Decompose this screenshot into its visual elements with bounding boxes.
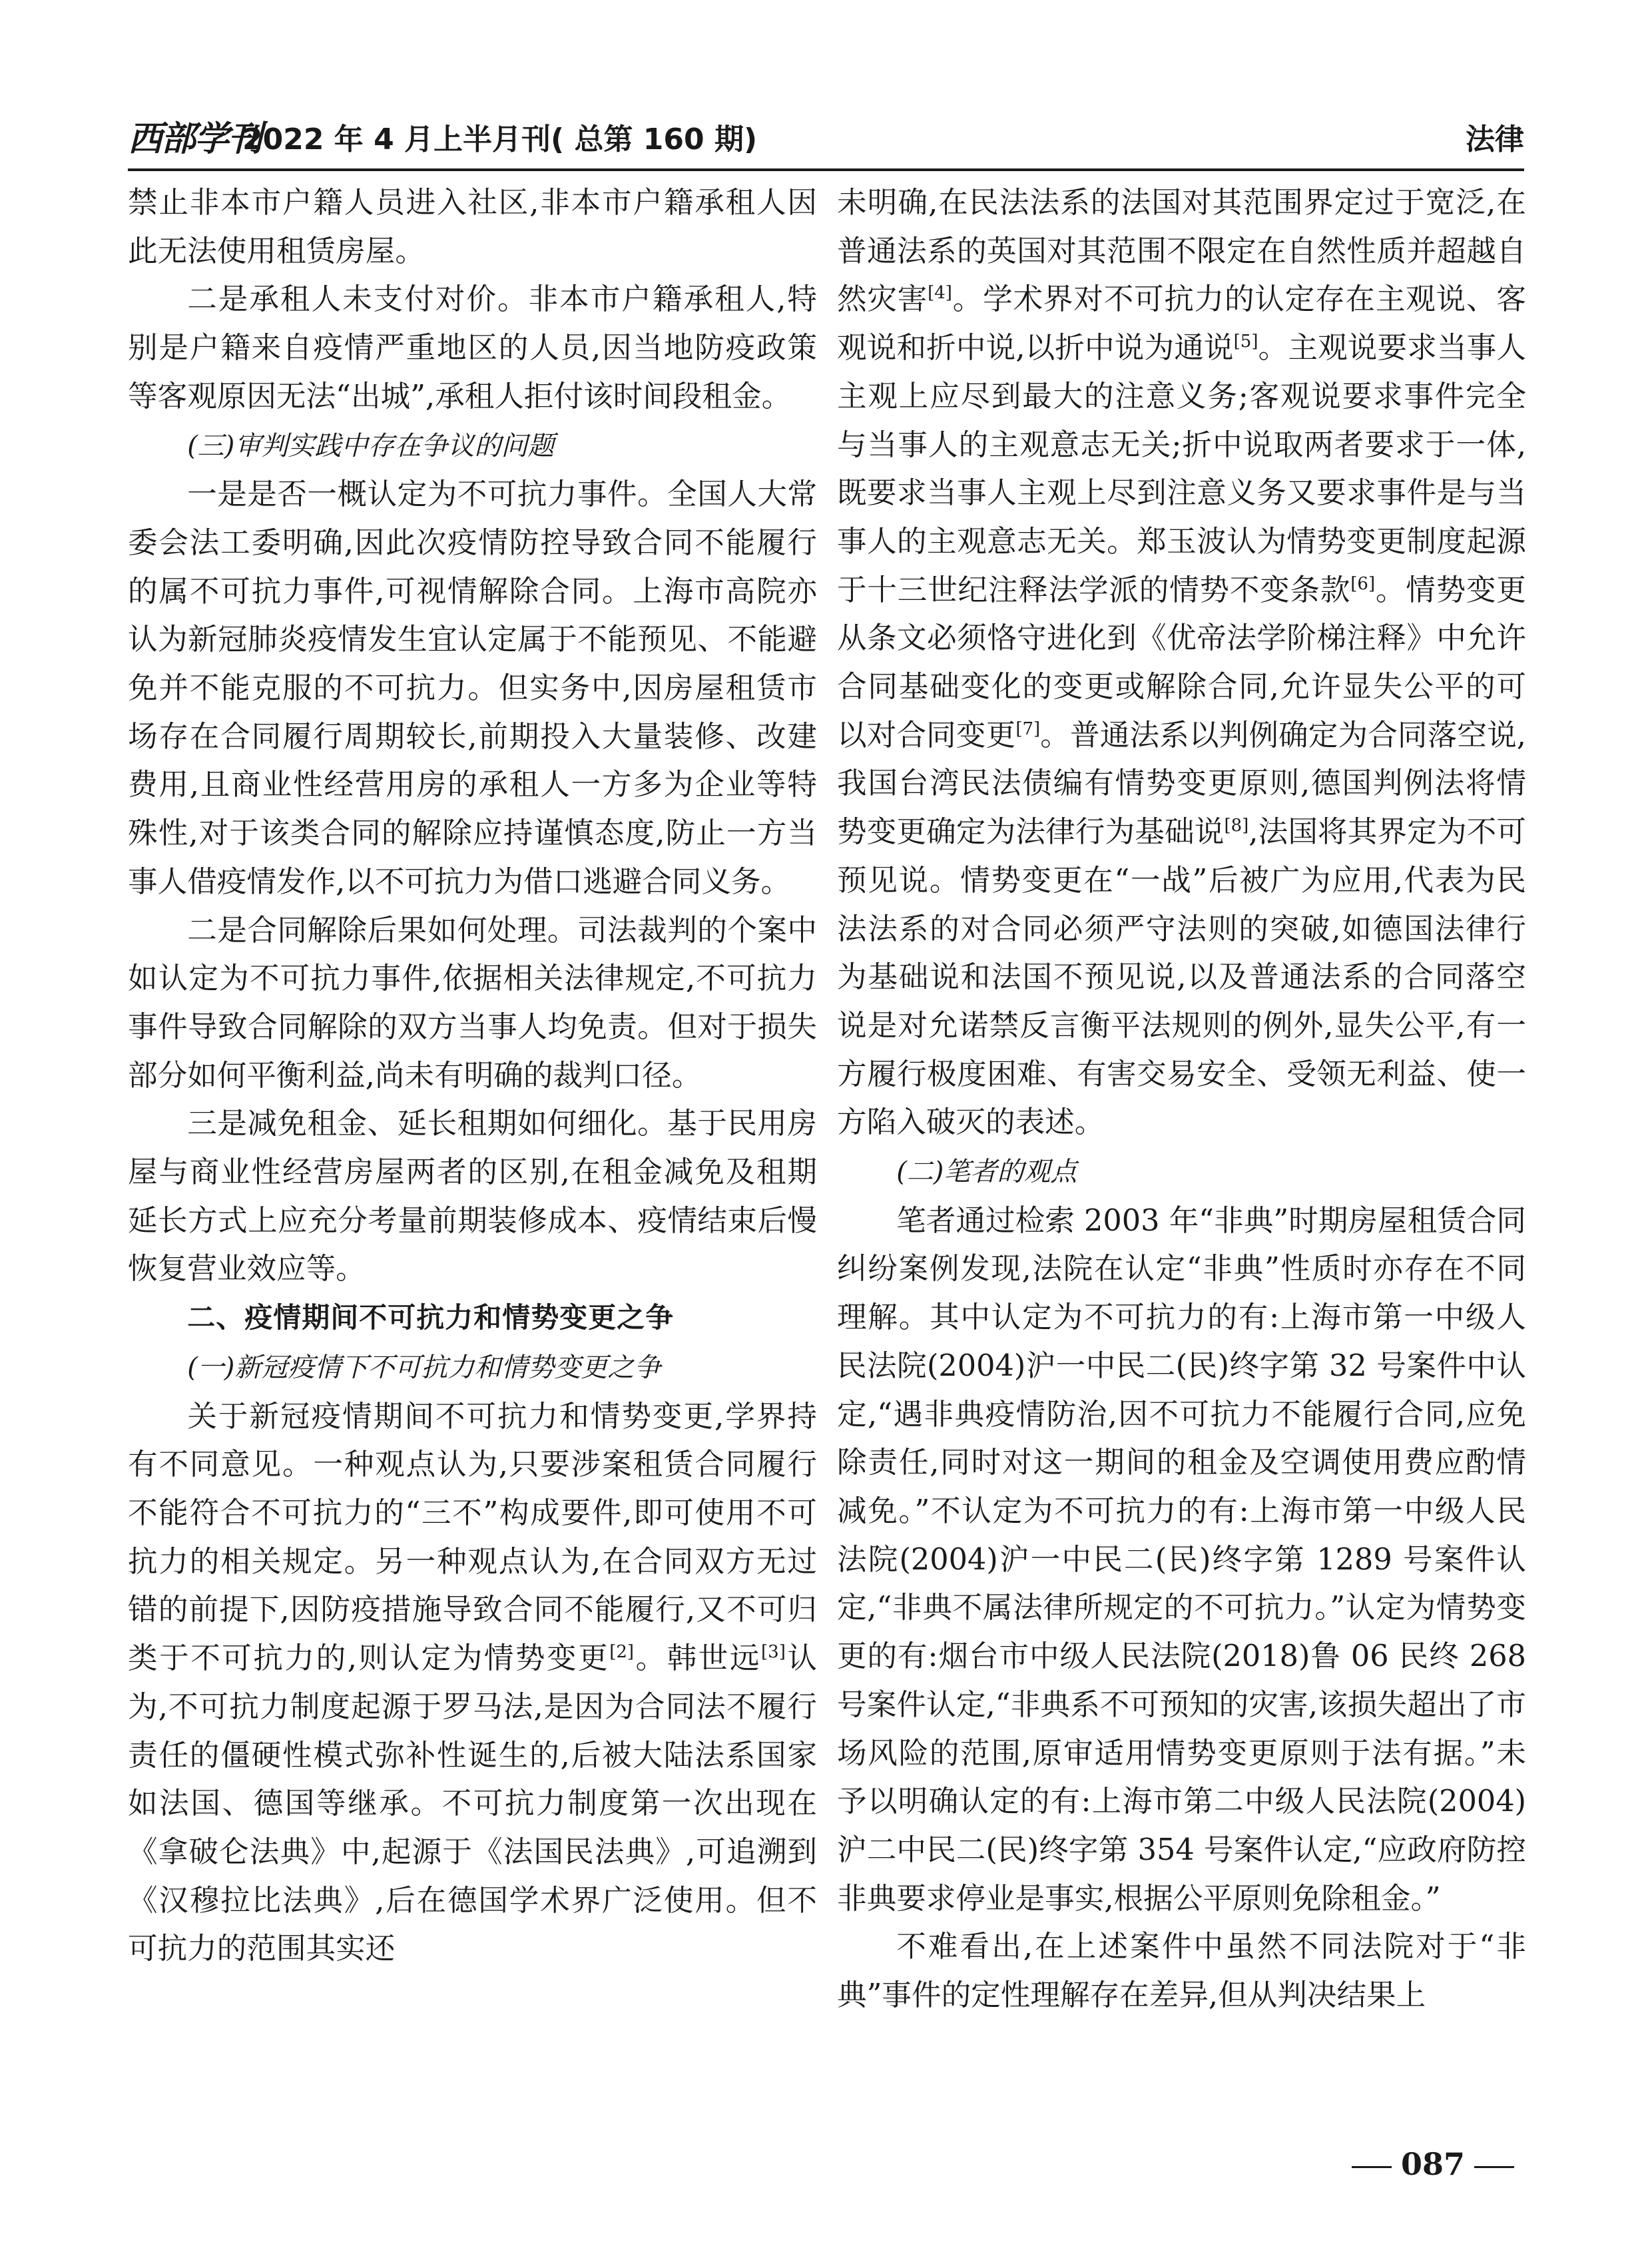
citation-ref: [3] (761, 1642, 786, 1663)
right-column (837, 178, 1526, 2176)
header-rule (128, 168, 1524, 171)
paragraph: 笔者通过检索 2003 年“非典”时期房屋租赁合同纠纷案例发现,法院在认定“非典”性质时亦存在不同理解。其中认定为不可抗力的有:上海市第一中级人民法院(2004)沪一中民二(民)终字第 32 号案件中认定,“遇非典疫情防治,因不可抗力不能履行合同,应免除责任,同时对这一期间的租金及空调使用费应酌情减免。”不认定为不可抗力的有:上海市第一中级人民法院(2004)沪一中民二(民)终字第 1289 号案件认定,“非典不属法律所规定的不可抗力。”认定为情势变更的有:烟台市中级人民法院(2018)鲁 06 民终 268 号案件认定,“非典系不可预知的灾害,该损失超出了市场风险的范围,原审适用情势变更原则于法有据。”未予以明确认定的有:上海市第二中级人民法院(2004)沪二中民二(民)终字第 354 号案件认定,“应政府防控非典要求停业是事实,根据公平原则免除租金。” (837, 1203, 1526, 1916)
text-run: 认为,不可抗力制度起源于罗马法,是因为合同法不履行责任的僵硬性模式弥补性诞生的,后被大陆法系国家如法国、德国等继承。不可抗力制度第一次出现在《拿破仑法典》中,起源于《法国民法典》,可追溯到《汉穆拉比法典》,后在德国学术界广泛使用。但不可抗力的范围其实还 (128, 1641, 817, 1966)
subsection-heading (128, 421, 817, 471)
paragraph (837, 178, 1526, 1147)
text-run: 。情势变更从条文必须恪守进化到《优帝法学阶梯注释》中允许合同基础变化的变更或解除合同,允许显失公平的可以对合同变更 (837, 572, 1526, 752)
citation-ref: [2] (609, 1642, 635, 1663)
paragraph: 禁止非本市户籍人员进入社区,非本市户籍承租人因此无法使用租赁房屋。 (128, 185, 817, 268)
paragraph: 二是合同解除后果如何处理。司法裁判的个案中如认定为不可抗力事件,依据相关法律规定,不可抗力事件导致合同解除的双方当事人均免责。但对于损失部分如何平衡利益,尚未有明确的裁判口径。 (128, 912, 817, 1093)
paragraph: 三是减免租金、延长租期如何细化。基于民用房屋与商业性经营房屋两者的区别,在租金减免及租期延长方式上应充分考量前期装修成本、疫情结束后慢恢复营业效应等。 (128, 1106, 817, 1286)
section-heading-text: 二、疫情期间不可抗力和情势变更之争 (187, 1301, 675, 1334)
text-run: 关于新冠疫情期间不可抗力和情势变更,学界持有不同意见。一种观点认为,只要涉案租赁合同履行不能符合不可抗力的“三不”构成要件,即可使用不可抗力的相关规定。另一种观点认为,在合同双方无过错的前提下,因防疫措施导致合同不能履行,又不可归类于不可抗力的,则认定为情势变更 (128, 1398, 817, 1676)
paragraph: 二是承租人未支付对价。非本市户籍承租人,特别是户籍来自疫情严重地区的人员,因当地防疫政策等客观原因无法“出城”,承租人拒付该时间段租金。 (128, 282, 817, 414)
paragraph: 一是是否一概认定为不可抗力事件。全国人大常委会法工委明确,因此次疫情防控导致合同不能履行的属不可抗力事件,可视情解除合同。上海市高院亦认为新冠肺炎疫情发生宜认定属于不能预见、不能避免并不能克服的不可抗力。但实务中,因房屋租赁市场存在合同履行周期较长,前期投入大量装修、改建费用,且商业性经营用房的承租人一方多为企业等特殊性,对于该类合同的解除应持谨慎态度,防止一方当事人借疫情发作,以不可抗力为借口逃避合同义务。 (128, 477, 817, 899)
issue-info: 2022 年 4 月上半月刊( 总第 160 期) (242, 123, 758, 156)
section-heading (128, 1293, 817, 1342)
left-column (128, 178, 817, 2176)
subsection-heading-text: (二)笔者的观点 (896, 1157, 1077, 1188)
citation-ref: [7] (1015, 718, 1041, 739)
text-run: 。主观说要求当事人主观上应尽到最大的注意义务;客观说要求事件完全与当事人的主观意志无关;折中说取两者要求于一体,既要求当事人主观上尽到注意义务又要求事件是与当事人的主观意志无关。郑玉波认为情势变更制度起源于十三世纪注释法学派的情势不变条款 (837, 330, 1526, 607)
citation-ref: [6] (1350, 573, 1376, 594)
text-run: 未明确,在民法法系的法国对其范围界定过于宽泛,在普通法系的英国对其范围不限定在自然性质并超越自然灾害 (837, 185, 1526, 317)
page-number: 087 (1401, 2146, 1466, 2182)
section-label: 法律 (1466, 123, 1524, 156)
citation-ref: [8] (1224, 816, 1249, 836)
paragraph (128, 1392, 817, 1973)
paragraph: 不难看出,在上述案件中虽然不同法院对于“非典”事件的定性理解存在差异,但从判决结果上 (837, 1929, 1526, 2013)
page-header (128, 110, 1524, 173)
subsection-heading-text: (三)审判实践中存在争议的问题 (187, 430, 555, 461)
text-run: 。韩世远 (634, 1641, 762, 1676)
page-footer (1342, 2144, 1529, 2191)
text-run: 。普通法系以判例确定为合同落空说,我国台湾民法债编有情势变更原则,德国判例法将情势变更确定为法律行为基础说 (837, 717, 1526, 850)
text-run: ,法国将其界定为不可预见说。情势变更在“一战”后被广为应用,代表为民法法系的对合同必须严守法则的突破,如德国法律行为基础说和法国不预见说,以及普通法系的合同落空说是对允诺禁反言衡平法规则的例外,显失公平,有一方履行极度困难、有害交易安全、受领无利益、使一方陷入破灭的表述。 (837, 814, 1526, 1140)
subsection-heading (128, 1342, 817, 1392)
subsection-heading (837, 1147, 1526, 1197)
citation-ref: [4] (928, 283, 952, 304)
journal-logo: 西部学刊 (128, 119, 262, 159)
footer-dash-left (1352, 2166, 1392, 2168)
citation-ref: [5] (1233, 332, 1258, 352)
footer-dash-right (1474, 2166, 1514, 2168)
text-run: 。学术界对不可抗力的认定存在主观说、客观说和折中说,以折中说为通说 (837, 282, 1526, 366)
subsection-heading-text: (一)新冠疫情下不可抗力和情势变更之争 (187, 1352, 661, 1383)
